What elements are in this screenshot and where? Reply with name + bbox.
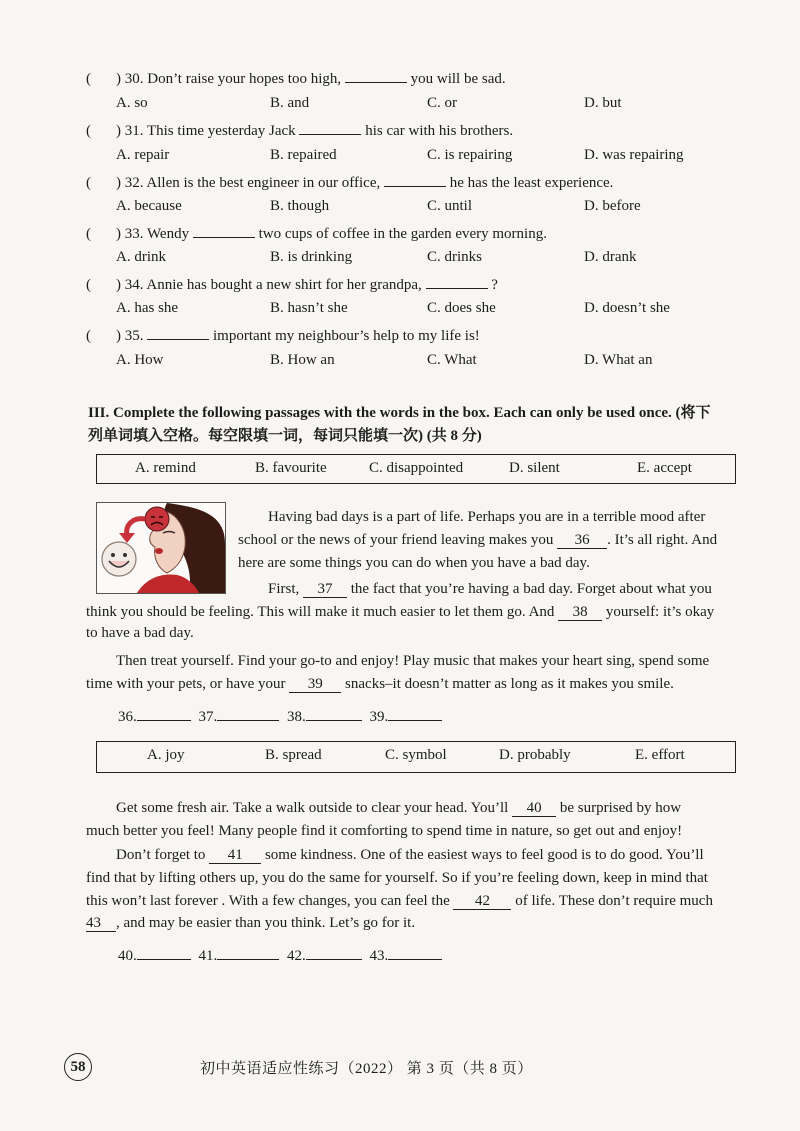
passage-1-line: First, 37 the fact that you’re having a bad day. Forget about what you — [268, 581, 712, 597]
footer-text: 初中英语适应性练习（2022） 第 3 页（共 8 页） — [200, 1061, 533, 1077]
answer-field-42[interactable] — [306, 945, 362, 960]
blank-42[interactable]: 42 — [453, 893, 511, 910]
answer-field-37[interactable] — [217, 706, 279, 721]
answer-blank[interactable] — [426, 274, 488, 289]
question-31: ( ) 31. This time yesterday Jack his car with his brothers. — [86, 120, 766, 140]
options-34: A. has she B. hasn’t she C. does she D. doesn’t she — [116, 300, 670, 316]
section-title: III. Complete the following passages with the words in the box. Each can only be used once. (将下 列单词填入空格。每空限填一词，每词只能填一次) (共 8 分) — [88, 405, 711, 444]
word-box-2: A. joy B. spread C. symbol D. probably E. effort — [96, 741, 736, 773]
answer-field-38[interactable] — [306, 706, 362, 721]
passage-1-line: Having bad days is a part of life. Perhaps you are in a terrible mood after — [268, 509, 706, 525]
blank-38[interactable]: 38 — [558, 604, 602, 621]
question-35: ( ) 35. important my neighbour’s help to my life is! — [86, 325, 766, 345]
illustration — [96, 502, 226, 594]
answer-line-1: 36. 37. 38. 39. — [118, 706, 446, 726]
passage-1-line: Then treat yourself. Find your go-to and enjoy! Play music that makes your heart sing, spend some — [116, 653, 710, 669]
answer-field-39[interactable] — [388, 706, 442, 721]
passage-2-line: this won’t last forever . With a few changes, you can feel the 42 of life. These don’t require much — [86, 893, 713, 909]
page-number-badge: 58 — [64, 1053, 92, 1081]
answer-field-43[interactable] — [388, 945, 442, 960]
word-box-1: A. remind B. favourite C. disappointed D. silent E. accept — [96, 454, 736, 484]
answer-blank[interactable] — [345, 68, 407, 83]
blank-43[interactable]: 43 — [86, 915, 116, 932]
passage-1-line: to have a bad day. — [86, 625, 194, 641]
blank-39[interactable]: 39 — [289, 676, 341, 693]
answer-blank[interactable] — [299, 120, 361, 135]
answer-field-40[interactable] — [137, 945, 191, 960]
answer-field-41[interactable] — [217, 945, 279, 960]
blank-36[interactable]: 36 — [557, 532, 607, 549]
question-32: ( ) 32. Allen is the best engineer in our office, he has the least experience. — [86, 172, 766, 192]
answer-blank[interactable] — [193, 223, 255, 238]
answer-blank[interactable] — [147, 325, 209, 340]
blank-40[interactable]: 40 — [512, 800, 556, 817]
page-footer — [0, 1053, 800, 1083]
options-35: A. How B. How an C. What D. What an — [116, 352, 653, 368]
passage-2-line: 43 , and may be easier than you think. Let’s go for it. — [86, 915, 416, 931]
answer-field-36[interactable] — [137, 706, 191, 721]
bad-day-illustration-icon — [97, 503, 225, 593]
options-32: A. because B. though C. until D. before — [116, 198, 641, 214]
passage-1-line: school or the news of your friend leaving makes you 36 . It’s all right. And — [238, 532, 718, 548]
passage-2-line: find that by lifting others up, you do the same for yourself. So if you’re feeling down, keep in mind that — [86, 870, 708, 886]
passage-2-line: Don’t forget to 41 some kindness. One of the easiest ways to feel good is to do good. You’ll — [116, 847, 704, 863]
passage-1-line: here are some things you can do when you have a bad day. — [238, 555, 590, 571]
options-30: A. so B. and C. or D. but — [116, 95, 622, 111]
blank-41[interactable]: 41 — [209, 847, 261, 864]
answer-blank[interactable] — [384, 172, 446, 187]
question-34: ( ) 34. Annie has bought a new shirt for her grandpa, ? — [86, 274, 766, 294]
options-31: A. repair B. repaired C. is repairing D. was repairing — [116, 147, 684, 163]
question-30: ( ) 30. Don’t raise your hopes too high, you will be sad. — [86, 68, 766, 88]
passage-1-line: think you should be feeling. This will make it much easier to let them go. And 38 yourself: it’s okay — [86, 604, 715, 620]
passage-1-line: time with your pets, or have your 39 snacks–it doesn’t matter as long as it makes you smile. — [86, 676, 674, 692]
passage-2-line: much better you feel! Many people find it comforting to spend time in nature, so get out and enjoy! — [86, 823, 683, 839]
answer-line-2: 40. 41. 42. 43. — [118, 945, 446, 965]
question-33: ( ) 33. Wendy two cups of coffee in the garden every morning. — [86, 223, 766, 243]
passage-2-line: Get some fresh air. Take a walk outside to clear your head. You’ll 40 be surprised by how — [116, 800, 682, 816]
options-33: A. drink B. is drinking C. drinks D. drank — [116, 249, 637, 265]
blank-37[interactable]: 37 — [303, 581, 347, 598]
